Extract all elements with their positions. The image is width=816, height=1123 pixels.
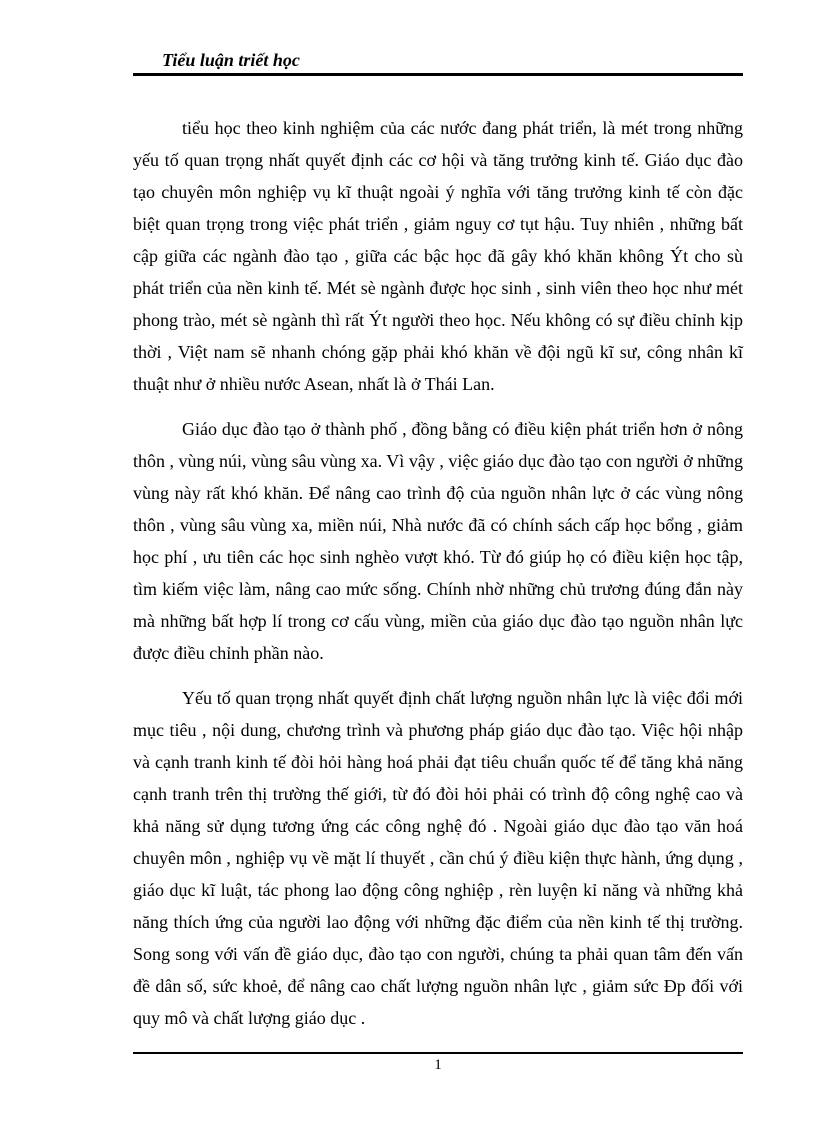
body-text — [133, 112, 743, 1034]
footer-rule — [133, 1052, 743, 1054]
paragraph-3: Yếu tố quan trọng nhất quyết định chất lượng nguồn nhân lực là việc đổi mới mục tiêu , nội dung, chương trình và phương pháp giáo dục đào tạo. Việc hội nhập và cạnh tranh kinh tế đòi hỏi hàng hoá phải đạt tiêu chuẩn quốc tế để tăng khả năng cạnh tranh trên thị trường thế giới, từ đó đòi hỏi phải có trình độ công nghệ cao và khả năng sử dụng tương ứng các công nghệ đó . Ngoài giáo dục đào tạo văn hoá chuyên môn , nghiệp vụ về mặt lí thuyết , cần chú ý điều kiện thực hành, ứng dụng , giáo dục kĩ luật, tác phong lao động công nghiệp , rèn luyện kỉ năng và những khả năng thích ứng của người lao động với những đặc điểm của nền kinh tế thị trường. Song song với vấn đề giáo dục, đào tạo con người, chúng ta phải quan tâm đến vấn đề dân số, sức khoẻ, để nâng cao chất lượng nguồn nhân lực , giảm sức Ðp đối với quy mô và chất lượng giáo dục . — [133, 688, 743, 1028]
page-number: 1 — [434, 1057, 442, 1073]
header-rule — [133, 73, 743, 76]
header-title: Tiểu luận triết học — [162, 50, 300, 70]
paragraph-1: tiểu học theo kinh nghiệm của các nước đang phát triển, là mét trong những yếu tố quan trọng nhất quyết định các cơ hội và tăng trưởng kinh tế. Giáo dục đào tạo chuyên môn nghiệp vụ kĩ thuật ngoài ý nghĩa với tăng trưởng kinh tế còn đặc biệt quan trọng trong việc phát triển , giảm nguy cơ tụt hậu. Tuy nhiên , những bất cập giữa các ngành đào tạo , giữa các bậc học đã gây khó khăn không Ýt cho sù phát triển của nền kinh tế. Mét sè ngành được học sinh , sinh viên theo học như mét phong trào, mét sè ngành thì rất Ýt người theo học. Nếu không có sự điều chỉnh kịp thời , Việt nam sẽ nhanh chóng gặp phải khó khăn về đội ngũ kĩ sư, công nhân kĩ thuật như ở nhiều nước Asean, nhất là ở Thái Lan. — [133, 118, 743, 394]
paragraph-2: Giáo dục đào tạo ở thành phố , đồng bằng có điều kiện phát triển hơn ở nông thôn , vùng núi, vùng sâu vùng xa. Vì vậy , việc giáo dục đào tạo con người ở những vùng này rất khó khăn. Để nâng cao trình độ của nguồn nhân lực ở các vùng nông thôn , vùng sâu vùng xa, miền núi, Nhà nước đã có chính sách cấp học bổng , giảm học phí , ưu tiên các học sinh nghèo vượt khó. Từ đó giúp họ có điều kiện học tập, tìm kiếm việc làm, nâng cao mức sống. Chính nhờ những chủ trương đúng đắn này mà những bất hợp lí trong cơ cấu vùng, miền của giáo dục đào tạo nguồn nhân lực được điều chỉnh phần nào. — [133, 419, 743, 663]
